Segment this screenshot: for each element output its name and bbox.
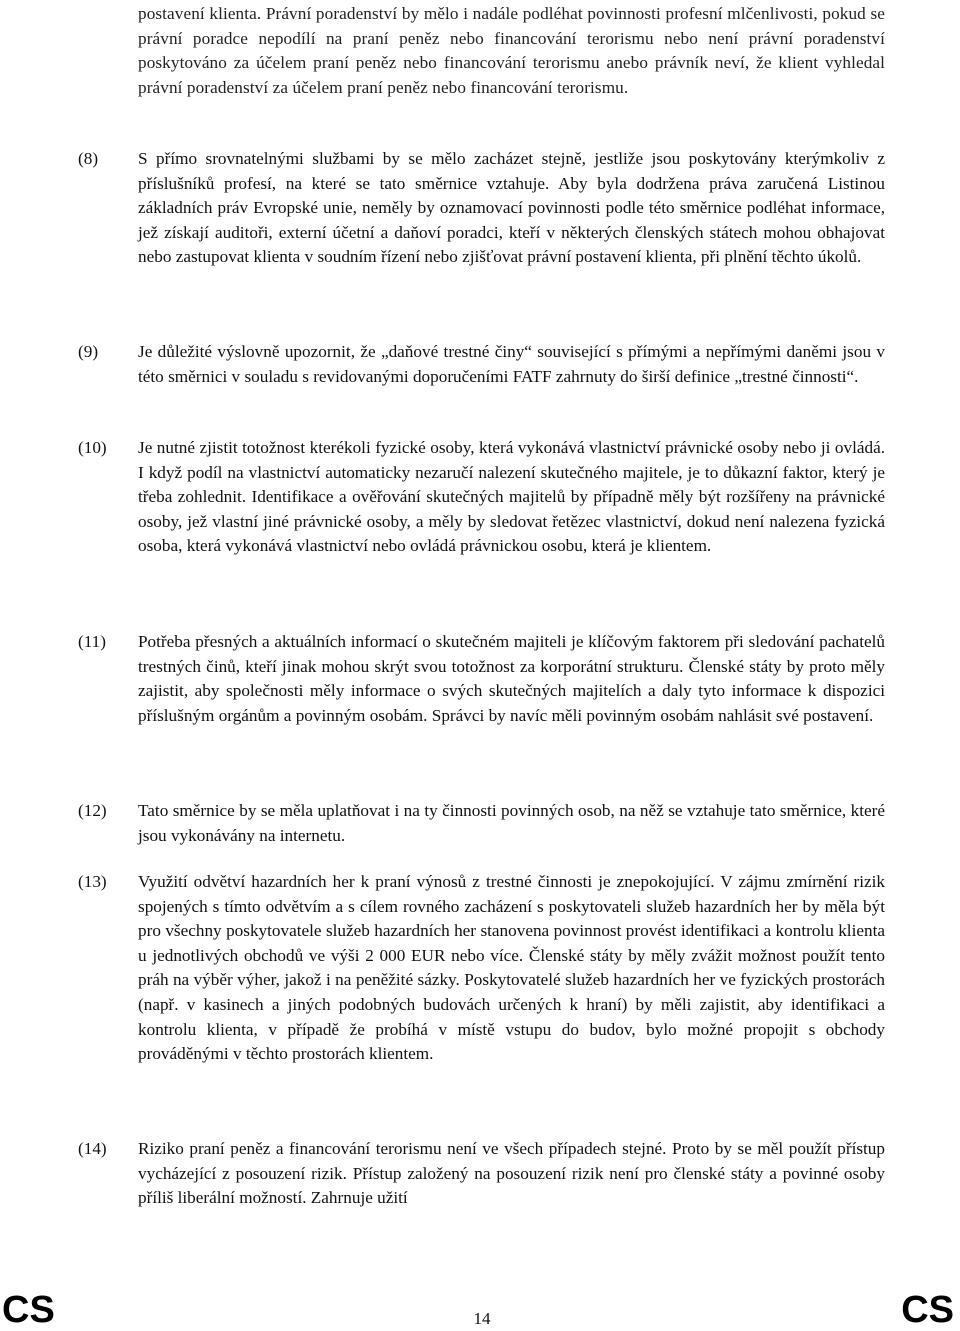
paragraph-text: Využití odvětví hazardních her k praní výnosů z trestné činnosti je znepokojující. V zájmu zmírnění rizik spojených s tímto odvětvím a s cílem rovného zacházení s poskytovateli služeb hazardních her by měla být pro všechny poskytovatele služeb hazardních her stanovena povinnost provést identifikaci a kontrolu klienta u jednotlivých obchodů ve výši 2 000 EUR nebo více. Členské státy by měly zvážit možnost použít tento práh na výběr výher, jakož i na peněžité sázky. Poskytovatelé služeb hazardních her ve fyzických prostorách (např. v kasinech a jiných podobných budovách určených k hraní) by měli zajistit, aby identifikaci a kontrolu klienta, v případě že probíhá v místě vstupu do budov, bylo možné propojit s obchody prováděnými v těchto prostorách klientem.: [138, 872, 885, 1064]
paragraph-number: (14): [78, 1139, 107, 1158]
paragraph-9: [78, 340, 885, 389]
paragraph-number: (12): [78, 801, 107, 820]
paragraph-number: (13): [78, 872, 107, 891]
paragraph-10: [78, 436, 885, 559]
footer-language-right: CS: [901, 1289, 954, 1331]
intro-paragraph: postavení klienta. Právní poradenství by mělo i nadále podléhat povinnosti profesní mlčenlivosti, pokud se právní poradce nepodílí na praní peněz nebo financování terorismu nebo není právní poradenství poskytováno za účelem praní peněz nebo financování terorismu anebo právník neví, že klient vyhledal právní poradenství za účelem praní peněz nebo financování terorismu.: [138, 4, 885, 97]
paragraph-number: (11): [78, 632, 106, 651]
paragraph-text: S přímo srovnatelnými službami by se mělo zacházet stejně, jestliže jsou poskytovány kterýmkoliv z příslušníků profesí, na které se tato směrnice vztahuje. Aby byla dodržena práva zaručená Listinou základních práv Evropské unie, neměly by oznamovací povinnosti podle této směrnice podléhat informace, jež získají auditoři, externí účetní a daňoví poradci, kteří v některých členských státech mohou obhajovat nebo zastupovat klienta v soudním řízení nebo zjišťovat právní postavení klienta, při plnění těchto úkolů.: [138, 149, 885, 267]
paragraph-8: [78, 147, 885, 270]
paragraph-text: Je nutné zjistit totožnost kterékoli fyzické osoby, která vykonává vlastnictví právnické osoby nebo ji ovládá. I když podíl na vlastnictví automaticky nezaručí nalezení skutečného majitele, je to důkazní faktor, který je třeba zohlednit. Identifikace a ověřování skutečných majitelů by případně měly být rozšířeny na právnické osoby, jež vlastní jiné právnické osoby, a měly by sledovat řetězec vlastnictví, dokud není nalezena fyzická osoba, která vykonává vlastnictví nebo ovládá právnickou osobu, která je klientem.: [138, 438, 885, 556]
paragraph-text: Je důležité výslovně upozornit, že „daňové trestné činy“ související s přímými a nepřímými daněmi jsou v této směrnici v souladu s revidovanými doporučeními FATF zahrnuty do širší definice „trestné činnosti“.: [138, 342, 885, 386]
paragraph-13: [78, 870, 885, 1067]
paragraph-text: Tato směrnice by se měla uplatňovat i na ty činnosti povinných osob, na něž se vztahuje tato směrnice, které jsou vykonávány na internetu.: [138, 801, 885, 845]
paragraph-11: [78, 630, 885, 728]
paragraph-text: Riziko praní peněz a financování terorismu není ve všech případech stejné. Proto by se měl použít přístup vycházející z posouzení rizik. Přístup založený na posouzení rizik není pro členské státy a povinné osoby příliš liberální možností. Zahrnuje užití: [138, 1139, 885, 1208]
paragraph-number: (9): [78, 342, 99, 361]
paragraph-number: (10): [78, 438, 107, 457]
paragraph-text: Potřeba přesných a aktuálních informací o skutečném majiteli je klíčovým faktorem při sledování pachatelů trestných činů, kteří jinak mohou skrýt svou totožnost za korporátní strukturu. Členské státy by proto měly zajistit, aby společnosti měly informace o svých skutečných majitelích a daly tyto informace k dispozici příslušným orgánům a povinným osobám. Správci by navíc měli povinným osobám nahlásit své postavení.: [138, 632, 885, 725]
paragraph-number: (8): [78, 149, 99, 168]
footer-language-left: CS: [2, 1289, 55, 1331]
paragraph-14: [78, 1137, 885, 1211]
page-number: 14: [473, 1309, 491, 1328]
paragraph-12: [78, 799, 885, 848]
